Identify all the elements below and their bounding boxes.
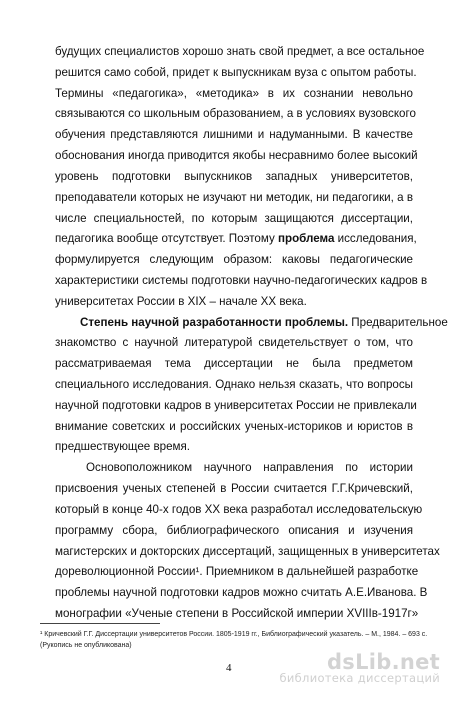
text-line: научной подготовки кадров в университетах России не привлекали: [55, 399, 417, 412]
text-line: Основоположником научного направления по истории: [86, 461, 413, 474]
footnote: (Рукопись не опубликована): [40, 642, 132, 649]
text-line: будущих специалистов хорошо знать свой предмет, а все остальное: [55, 45, 425, 58]
text-line: специального исследования. Однако нельзя сказать, что вопросы: [55, 378, 413, 391]
text-line: числе специальностей, по которым защищаются диссертации,: [55, 212, 413, 225]
text-line: дореволюционной России¹. Приемником в дальнейшей разработке: [55, 565, 419, 578]
text-segment: исследования,: [334, 232, 417, 245]
text-line: обоснования иногда приводится якобы несравнимо более высокий: [55, 149, 418, 162]
text-line: уровень подготовки выпускников западных университетов,: [55, 170, 413, 183]
text-line: который в конце 40-х годов XX века разработал исследовательскую: [55, 503, 423, 516]
text-line: характеристики системы подготовки научно-педагогических кадров в: [55, 274, 428, 287]
text-line: проблемы научной подготовки кадров можно считать А.Е.Иванова. В: [55, 586, 428, 599]
text-line: решится само собой, придет к выпускникам вуза с опытом работы.: [55, 66, 417, 79]
text-line: университетах России в XIX – начале XX века.: [55, 295, 307, 308]
text-line: [80, 316, 448, 330]
text-segment: Предварительное: [348, 316, 448, 329]
text-line: связываются со школьным образованием, а в условиях вузовского: [55, 107, 416, 120]
text-line: магистерских и докторских диссертаций, защищенных в университетах: [55, 545, 440, 558]
text-line: присвоения ученых степеней в России считается Г.Г.Кричевский,: [55, 482, 413, 495]
text-line: преподаватели которых не изучают ни методик, ни педагогики, а в: [55, 191, 413, 204]
section-heading: Степень научной разработанности проблемы.: [80, 316, 349, 329]
text-segment: педагогика вообще отсутствует. Поэтому: [55, 232, 278, 245]
text-line: обучения представляются лишними и надуманными. В качестве: [55, 128, 413, 141]
text-line: формулируется следующим образом: каковы педагогические: [55, 253, 413, 266]
footnote: ¹ Кричевский Г.Г. Диссертации университетов России. 1805-1919 гг., Библиографический указатель. – М., 1984. – 693 с.: [40, 631, 428, 638]
text-line: программу сбора, библиографического описания и изучения: [55, 524, 413, 537]
problem-keyword: проблема: [278, 232, 335, 245]
watermark-logo: dsLib.net: [326, 650, 440, 674]
footnote-divider: [40, 623, 160, 624]
text-line: Термины «педагогика», «методика» в их сознании невольно: [55, 87, 413, 100]
page-number: 4: [226, 662, 232, 674]
watermark: [279, 650, 440, 685]
text-line: монографии «Ученые степени в Российской империи XVIIIв-1917г»: [55, 607, 419, 620]
text-line: знакомство с научной литературой свидетельствует о том, что: [55, 336, 413, 349]
text-line: рассматриваемая тема диссертации не была предметом: [55, 357, 413, 370]
text-line: [55, 232, 417, 246]
text-line: внимание советских и российских ученых-историков и юристов в: [55, 420, 413, 433]
text-line: предшествующее время.: [55, 440, 190, 453]
watermark-subtitle: библиотека диссертаций: [279, 671, 440, 685]
